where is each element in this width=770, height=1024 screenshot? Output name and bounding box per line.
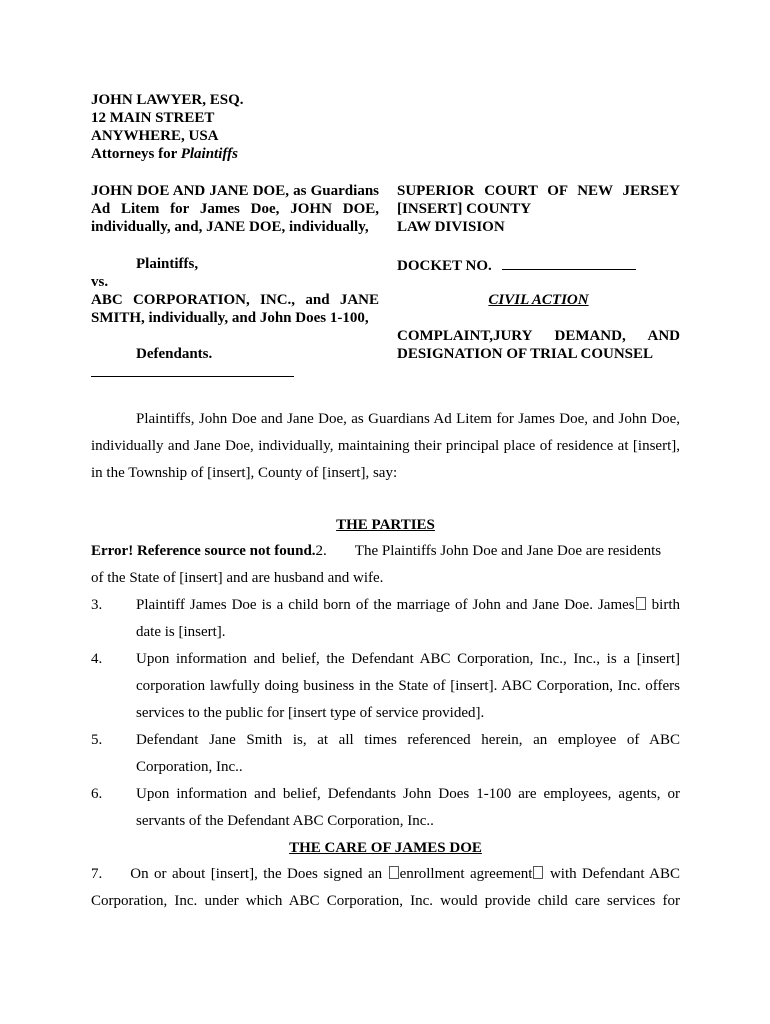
paragraph-4 [91,646,680,727]
court-line-3: LAW DIVISION [397,219,505,235]
intro-line-3: in the Township of [insert], County of [insert], say: [91,465,398,481]
attorney-name: JOHN LAWYER, ESQ. [91,92,244,108]
paragraph-3-number: 3. [91,597,103,613]
missing-glyph-icon [389,866,399,879]
document-title-line-1: COMPLAINT,JURY DEMAND, AND [397,328,680,344]
civil-action-row [397,291,680,309]
paragraph-2-number: 2. [315,543,327,559]
caption-signature-line [91,376,294,377]
defendants-line-2: SMITH, individually, and John Does 1-100, [91,310,369,326]
parties-line-2: Ad Litem for James Doe, JOHN DOE, [91,201,379,217]
paragraph-3 [91,592,680,646]
intro-paragraph [91,406,680,487]
attorney-city: ANYWHERE, USA [91,128,219,144]
paragraph-5-line-1: Defendant Jane Smith is, at all times referenced herein, an employee of ABC [136,732,680,748]
defendants-block [91,291,379,327]
document-title [397,327,680,363]
document-title-line-2: DESIGNATION OF TRIAL COUNSEL [397,346,654,362]
paragraph-4-line-1: Upon information and belief, the Defendant ABC Corporation, Inc., Inc., is a [insert] [136,651,680,667]
paragraph-7-line-1-c: with Defendant ABC [544,866,680,882]
missing-glyph-icon [533,866,543,879]
docket-number-field[interactable] [502,255,636,270]
parties-heading: THE PARTIES [336,517,435,533]
defendants-line-1: ABC CORPORATION, INC., and JANE [91,292,379,308]
plaintiffs-label: Plaintiffs, [136,256,199,272]
paragraph-5 [91,727,680,781]
paragraph-7 [91,861,680,915]
attorney-role [91,145,244,163]
paragraph-3-line-1 [136,592,680,619]
attorney-street: 12 MAIN STREET [91,110,215,126]
paragraph-3-line-1-a: Plaintiff James Doe is a child born of the marriage of John and Jane Doe. James [136,597,635,613]
intro-line-2: individually and Jane Doe, individually, maintaining their principal place of residence at [insert], [91,438,680,454]
paragraph-6-number: 6. [91,786,103,802]
paragraph-7-line-2: Corporation, Inc. under which ABC Corporation, Inc. would provide child care services for [91,893,680,909]
attorney-role-prefix: Attorneys for [91,146,181,162]
court-line-2: [INSERT] COUNTY [397,201,532,217]
intro-line-1: Plaintiffs, John Doe and Jane Doe, as Guardians Ad Litem for James Doe, and John Doe, [136,411,680,427]
paragraph-2 [91,538,680,592]
defendants-label: Defendants. [136,346,213,362]
paragraph-3-line-2: date is [insert]. [136,624,226,640]
paragraph-4-line-3: services to the public for [insert type of service provided]. [136,705,485,721]
parties-line-3: individually, and, JANE DOE, individually, [91,219,369,235]
paragraph-6-line-2: servants of the Defendant ABC Corporation, Inc.. [136,813,434,829]
paragraph-4-number: 4. [91,651,103,667]
parties-line-1: JOHN DOE AND JANE DOE, as Guardians [91,183,379,199]
paragraph-6-line-1: Upon information and belief, Defendants John Does 1-100 are employees, agents, or [136,786,680,802]
paragraph-2-line-2: of the State of [insert] and are husband and wife. [91,570,384,586]
caption-parties [91,182,379,236]
paragraph-7-line-1 [91,861,680,888]
docket-row [397,255,636,275]
attorney-role-party: Plaintiffs [180,146,238,162]
versus-label: vs. [91,274,109,290]
paragraph-3-line-1-b: birth [646,597,680,613]
care-heading: THE CARE OF JAMES DOE [289,840,482,856]
caption-court [397,182,680,236]
paragraph-4-line-2: corporation lawfully doing business in the State of [insert]. ABC Corporation, Inc. offers [136,678,680,694]
docket-label: DOCKET NO. [397,258,492,274]
paragraph-2-line-1 [91,538,680,565]
paragraph-2-text: The Plaintiffs John Doe and Jane Doe are residents [354,543,662,559]
paragraph-7-number: 7. [91,866,103,882]
reference-error-text: Error! Reference source not found. [91,543,316,559]
paragraph-7-line-1-a: On or about [insert], the Does signed an [130,866,388,882]
civil-action-label: CIVIL ACTION [488,292,589,308]
paragraph-5-line-2: Corporation, Inc.. [136,759,243,775]
paragraph-5-number: 5. [91,732,103,748]
missing-glyph-icon [636,597,646,610]
attorney-block [91,91,244,163]
court-line-1: SUPERIOR COURT OF NEW JERSEY [397,183,680,199]
paragraph-6 [91,781,680,835]
paragraph-7-line-1-b: enrollment agreement [399,866,533,882]
